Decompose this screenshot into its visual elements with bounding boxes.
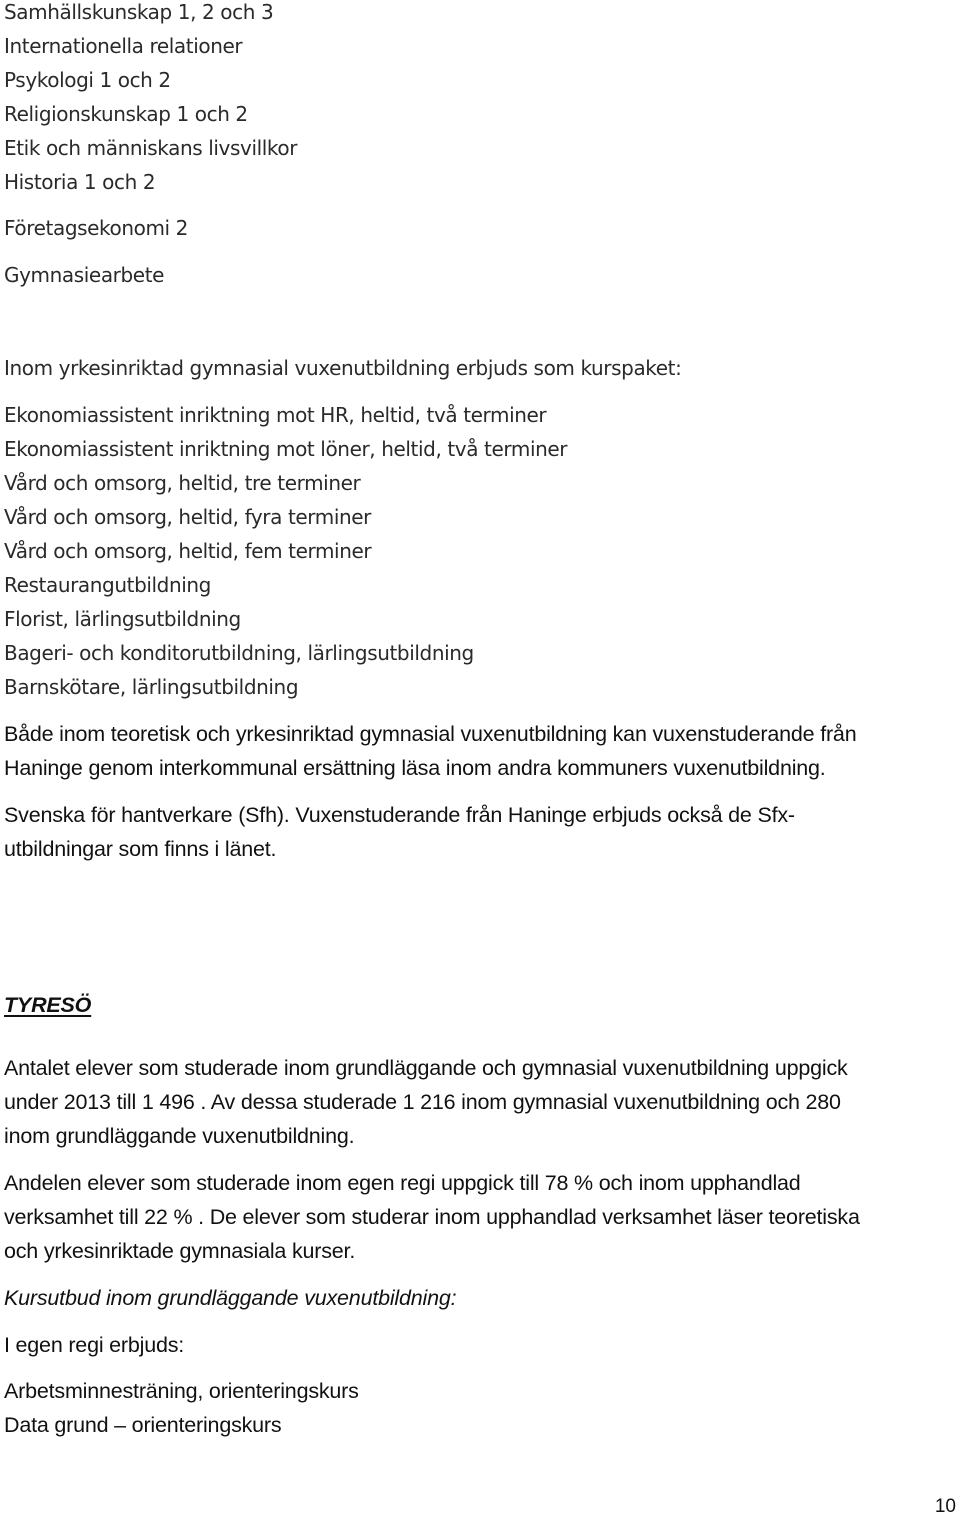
- course-list-item: Internationella relationer: [4, 34, 243, 58]
- kurspaket-item: Bageri- och konditorutbildning, lärlingsutbildning: [4, 641, 474, 665]
- egen-regi-item: Arbetsminnesträning, orienteringskurs: [4, 1379, 359, 1403]
- paragraph-line: Haninge genom interkommunal ersättning läsa inom andra kommuners vuxenutbildning.: [4, 756, 826, 780]
- course-list-item: Religionskunskap 1 och 2: [4, 102, 248, 126]
- course-list-item: Etik och människans livsvillkor: [4, 136, 298, 160]
- page-number: 10: [934, 1496, 956, 1517]
- paragraph-line: och yrkesinriktade gymnasiala kurser.: [4, 1239, 356, 1263]
- yrkes-intro: Inom yrkesinriktad gymnasial vuxenutbildning erbjuds som kurspaket:: [4, 356, 682, 380]
- kurspaket-item: Ekonomiassistent inriktning mot HR, heltid, två terminer: [4, 403, 547, 427]
- egen-regi-item: Data grund – orienteringskurs: [4, 1413, 282, 1437]
- kurspaket-item: Vård och omsorg, heltid, tre terminer: [4, 471, 361, 495]
- paragraph-line: Andelen elever som studerade inom egen regi uppgick till 78 % och inom upphandlad: [4, 1171, 801, 1195]
- kurspaket-item: Vård och omsorg, heltid, fyra terminer: [4, 505, 371, 529]
- section-heading-tyreso: TYRESÖ: [4, 993, 92, 1017]
- egen-regi-label: I egen regi erbjuds:: [4, 1333, 185, 1357]
- paragraph-line: Antalet elever som studerade inom grundläggande och gymnasial vuxenutbildning uppgick: [4, 1056, 848, 1080]
- kurspaket-item: Vård och omsorg, heltid, fem terminer: [4, 539, 372, 563]
- kursutbud-heading: Kursutbud inom grundläggande vuxenutbildning:: [4, 1286, 457, 1310]
- paragraph-line: verksamhet till 22 % . De elever som studerar inom upphandlad verksamhet läser teoretiska: [4, 1205, 860, 1229]
- kurspaket-item: Barnskötare, lärlingsutbildning: [4, 675, 299, 699]
- paragraph-line: under 2013 till 1 496 . Av dessa studerade 1 216 inom gymnasial vuxenutbildning och 280: [4, 1090, 841, 1114]
- course-list-item: Psykologi 1 och 2: [4, 68, 171, 92]
- course-list-item: Företagsekonomi 2: [4, 216, 188, 240]
- paragraph-line: Både inom teoretisk och yrkesinriktad gymnasial vuxenutbildning kan vuxenstuderande från: [4, 722, 857, 746]
- course-list-item: Gymnasiearbete: [4, 263, 165, 287]
- paragraph-line: Svenska för hantverkare (Sfh). Vuxenstuderande från Haninge erbjuds också de Sfx-: [4, 803, 795, 827]
- paragraph-line: utbildningar som finns i länet.: [4, 837, 277, 861]
- course-list-item: Samhällskunskap 1, 2 och 3: [4, 0, 274, 24]
- kurspaket-item: Florist, lärlingsutbildning: [4, 607, 241, 631]
- kurspaket-item: Restaurangutbildning: [4, 573, 211, 597]
- course-list-item: Historia 1 och 2: [4, 170, 156, 194]
- paragraph-line: inom grundläggande vuxenutbildning.: [4, 1124, 355, 1148]
- kurspaket-item: Ekonomiassistent inriktning mot löner, heltid, två terminer: [4, 437, 568, 461]
